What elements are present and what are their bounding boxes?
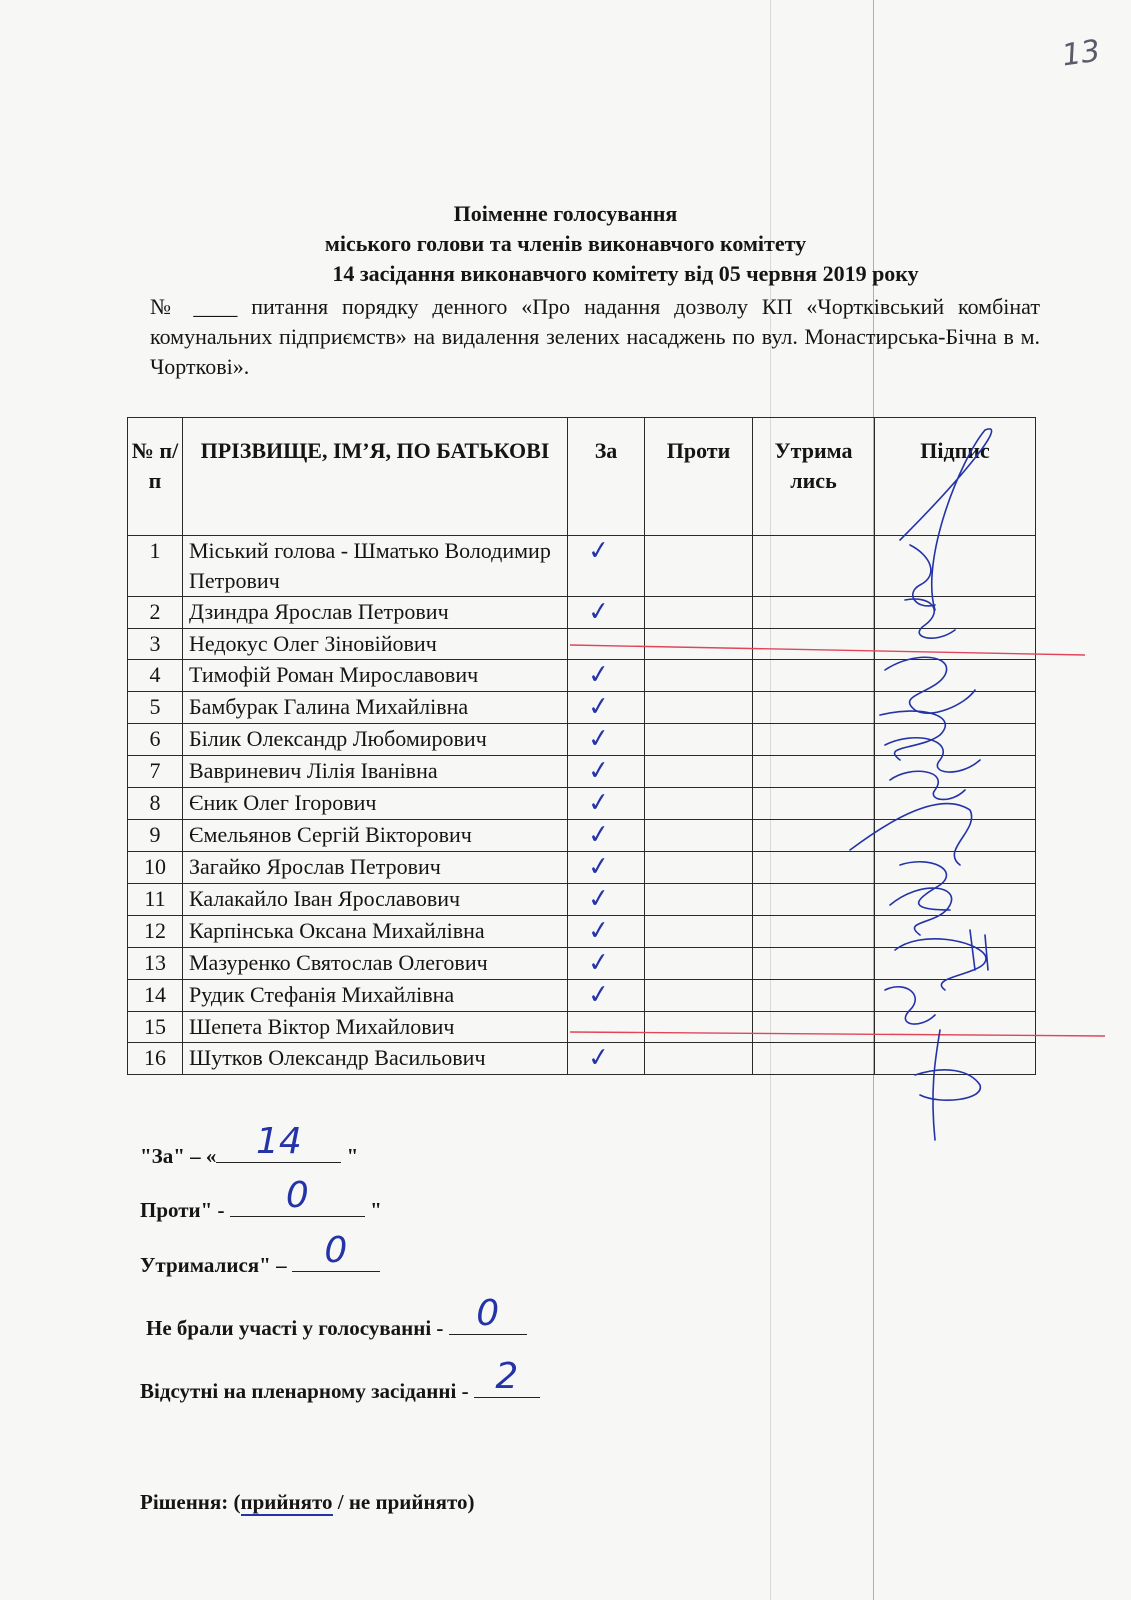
decision-accepted: прийнято	[240, 1490, 333, 1514]
checkmark-icon: ✓	[586, 818, 612, 852]
summary-abstained: Утрималися" – 0	[140, 1247, 380, 1279]
signature-cell	[875, 852, 1036, 884]
vote-abstained-cell	[753, 1012, 875, 1043]
page-number: 13	[1059, 33, 1103, 74]
signature-cell	[875, 536, 1036, 597]
member-number: 3	[128, 629, 183, 660]
document-subtitle: міського голови та членів виконавчого комітету	[324, 231, 807, 256]
vote-abstained-cell	[753, 692, 875, 724]
vote-for-cell	[568, 536, 645, 597]
vote-abstained-cell	[753, 536, 875, 597]
table-row	[128, 948, 1036, 980]
abstained-count: 0	[324, 1230, 348, 1271]
member-name: Дзиндра Ярослав Петрович	[183, 597, 568, 629]
vote-for-cell	[568, 1043, 645, 1075]
table-row	[128, 852, 1036, 884]
checkmark-icon: ✓	[586, 978, 612, 1012]
decision-line: Рішення: (прийнято / не прийнято)	[140, 1490, 475, 1514]
member-number: 16	[128, 1043, 183, 1075]
checkmark-icon: ✓	[586, 914, 612, 948]
vote-abstained-cell	[753, 1043, 875, 1075]
vote-abstained-cell	[753, 597, 875, 629]
vote-for-cell	[568, 660, 645, 692]
table-row	[128, 597, 1036, 629]
vote-against-cell	[645, 629, 753, 660]
vote-abstained-cell	[753, 948, 875, 980]
vote-against-cell	[645, 916, 753, 948]
agenda-item-text: № ____ питання порядку денного «Про надання дозволу КП «Чортківський комбінат комунальних підприємств» на видалення зелених насаджень по вул. Монастирська-Бічна в м. Чорткові».	[150, 294, 1040, 379]
vote-for-cell	[568, 820, 645, 852]
signature-cell	[875, 724, 1036, 756]
vote-for-cell	[568, 692, 645, 724]
vote-against-cell	[645, 1012, 753, 1043]
vote-abstained-cell	[753, 916, 875, 948]
header-name: ПРІЗВИЩЕ, ІМ’Я, ПО БАТЬКОВІ	[183, 418, 568, 536]
checkmark-icon: ✓	[586, 534, 612, 568]
header-abstained: Утрима лись	[753, 418, 875, 536]
absent-count: 2	[495, 1356, 519, 1397]
vote-against-cell	[645, 756, 753, 788]
member-number: 12	[128, 916, 183, 948]
vote-for-cell	[568, 948, 645, 980]
table-row	[128, 756, 1036, 788]
signature-cell	[875, 884, 1036, 916]
member-name: Шепета Віктор Михайлович	[183, 1012, 568, 1043]
signature-cell	[875, 788, 1036, 820]
vote-for-cell	[568, 597, 645, 629]
absent-count-field	[474, 1356, 540, 1398]
signature-cell	[875, 629, 1036, 660]
header-signature: Підпис	[875, 418, 1036, 536]
not-voted-count: 0	[476, 1293, 500, 1334]
checkmark-icon: ✓	[586, 786, 612, 820]
vote-abstained-cell	[753, 852, 875, 884]
summary-for: "За" – « 14 "	[140, 1121, 359, 1168]
vote-for-cell	[568, 852, 645, 884]
checkmark-icon: ✓	[586, 658, 612, 692]
table-row	[128, 724, 1036, 756]
summary-absent: Відсутні на пленарному засіданні - 2	[140, 1373, 540, 1405]
against-count-field	[230, 1175, 365, 1217]
vote-against-cell	[645, 948, 753, 980]
checkmark-icon: ✓	[586, 850, 612, 884]
checkmark-icon: ✓	[586, 946, 612, 980]
signature-cell	[875, 820, 1036, 852]
table-row	[128, 788, 1036, 820]
member-number: 1	[128, 536, 183, 597]
member-number: 7	[128, 756, 183, 788]
member-name: Мазуренко Святослав Олегович	[183, 948, 568, 980]
vote-abstained-cell	[753, 756, 875, 788]
member-number: 11	[128, 884, 183, 916]
member-name: Тимофій Роман Мирославович	[183, 660, 568, 692]
member-name: Білик Олександр Любомирович	[183, 724, 568, 756]
member-number: 5	[128, 692, 183, 724]
checkmark-icon: ✓	[586, 595, 612, 629]
signature-cell	[875, 1012, 1036, 1043]
against-count: 0	[285, 1175, 309, 1216]
vote-against-cell	[645, 692, 753, 724]
vote-abstained-cell	[753, 788, 875, 820]
vote-for-cell	[568, 916, 645, 948]
table-row	[128, 660, 1036, 692]
member-number: 15	[128, 1012, 183, 1043]
signature-cell	[875, 597, 1036, 629]
member-name: Єник Олег Ігорович	[183, 788, 568, 820]
table-row	[128, 916, 1036, 948]
table-row	[128, 536, 1036, 597]
signature-cell	[875, 692, 1036, 724]
table-row	[128, 820, 1036, 852]
vote-for-cell	[568, 629, 645, 660]
vote-against-cell	[645, 1043, 753, 1075]
not-voted-count-field	[449, 1293, 527, 1335]
member-name: Шутков Олександр Васильович	[183, 1043, 568, 1075]
vote-against-cell	[645, 852, 753, 884]
vote-against-cell	[645, 820, 753, 852]
summary-not-voted: Не брали участі у голосуванні - 0	[146, 1310, 527, 1342]
header-for: За	[568, 418, 645, 536]
member-name: Карпінська Оксана Михайлівна	[183, 916, 568, 948]
member-name: Міський голова - Шматько Володимир Петрович	[183, 536, 568, 597]
vote-against-cell	[645, 660, 753, 692]
meeting-date-line: 14 засідання виконавчого комітету від 05 червня 2019 року	[332, 261, 919, 286]
checkmark-icon: ✓	[586, 754, 612, 788]
signature-cell	[875, 756, 1036, 788]
vote-against-cell	[645, 724, 753, 756]
vote-abstained-cell	[753, 724, 875, 756]
member-number: 14	[128, 980, 183, 1012]
vote-for-cell	[568, 980, 645, 1012]
table-header-row	[128, 418, 1036, 536]
signature-cell	[875, 916, 1036, 948]
vote-abstained-cell	[753, 629, 875, 660]
member-name: Ємельянов Сергій Вікторович	[183, 820, 568, 852]
member-number: 2	[128, 597, 183, 629]
member-number: 4	[128, 660, 183, 692]
header-num: № п/ п	[128, 418, 183, 536]
member-number: 9	[128, 820, 183, 852]
document-title: Поіменне голосування	[453, 201, 678, 226]
signature-cell	[875, 948, 1036, 980]
table-row	[128, 629, 1036, 660]
vote-for-cell	[568, 788, 645, 820]
table-row	[128, 1043, 1036, 1075]
member-number: 6	[128, 724, 183, 756]
vote-for-cell	[568, 884, 645, 916]
member-number: 10	[128, 852, 183, 884]
table-row	[128, 1012, 1036, 1043]
vote-for-cell	[568, 1012, 645, 1043]
roll-call-table	[127, 417, 1036, 1075]
vote-against-cell	[645, 788, 753, 820]
checkmark-icon: ✓	[586, 722, 612, 756]
vote-abstained-cell	[753, 660, 875, 692]
vote-abstained-cell	[753, 884, 875, 916]
vote-against-cell	[645, 536, 753, 597]
header-against: Проти	[645, 418, 753, 536]
member-name: Недокус Олег Зіновійович	[183, 629, 568, 660]
member-name: Бамбурак Галина Михайлівна	[183, 692, 568, 724]
signature-cell	[875, 1043, 1036, 1075]
summary-against: Проти" - 0 "	[140, 1175, 382, 1222]
signature-cell	[875, 660, 1036, 692]
table-row	[128, 692, 1036, 724]
checkmark-icon: ✓	[586, 690, 612, 724]
member-name: Вавриневич Лілія Іванівна	[183, 756, 568, 788]
for-count: 14	[256, 1121, 302, 1162]
member-number: 8	[128, 788, 183, 820]
vote-against-cell	[645, 980, 753, 1012]
vote-for-cell	[568, 756, 645, 788]
signature-cell	[875, 980, 1036, 1012]
abstained-count-field	[292, 1230, 380, 1272]
vote-abstained-cell	[753, 820, 875, 852]
vote-abstained-cell	[753, 980, 875, 1012]
member-number: 13	[128, 948, 183, 980]
checkmark-icon: ✓	[586, 1041, 612, 1075]
checkmark-icon: ✓	[586, 882, 612, 916]
member-name: Рудик Стефанія Михайлівна	[183, 980, 568, 1012]
table-row	[128, 884, 1036, 916]
vote-against-cell	[645, 884, 753, 916]
vote-for-cell	[568, 724, 645, 756]
member-name: Калакайло Іван Ярославович	[183, 884, 568, 916]
member-name: Загайко Ярослав Петрович	[183, 852, 568, 884]
table-row	[128, 980, 1036, 1012]
vote-against-cell	[645, 597, 753, 629]
